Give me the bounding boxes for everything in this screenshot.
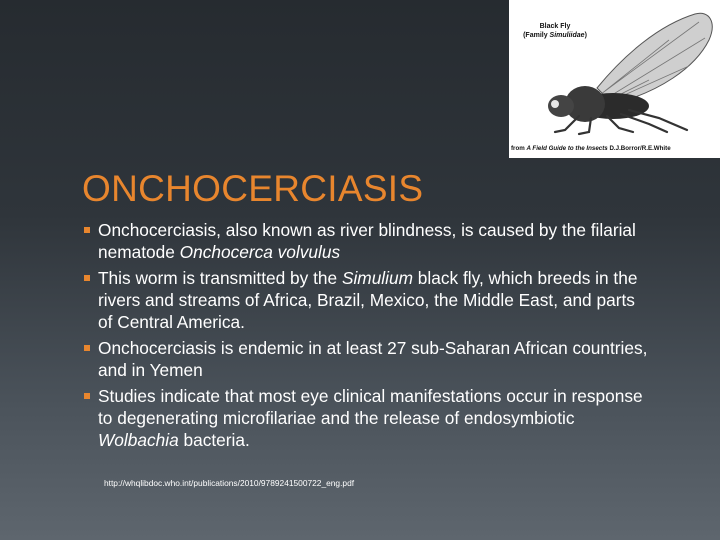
figure-credit-suffix: D.J.Borror/R.E.White	[607, 145, 671, 152]
figure-caption-italic: Simuliidae	[549, 32, 585, 39]
bullet-item-cause	[84, 219, 654, 263]
figure-credit-italic: A Field Guide to the Insects	[526, 145, 608, 152]
bullet-italic: Simulium	[341, 268, 413, 288]
bullet-text: Onchocerciasis, also known as river blindness, is caused by the filarial nematode	[98, 220, 636, 262]
bullet-italic: Wolbachia	[98, 430, 179, 450]
bullet-text: black fly, which breeds in the rivers and streams of Africa, Brazil, Mexico, the Middle East, and parts of Central America.	[98, 268, 638, 332]
slide-title: ONCHOCERCIASIS	[82, 168, 424, 209]
bullet-list	[84, 219, 654, 455]
bullet-item-endemic	[84, 337, 654, 381]
figure-caption	[509, 22, 601, 40]
bullet-text: This worm is transmitted by the	[98, 268, 342, 288]
figure-caption-suffix: )	[584, 32, 587, 39]
bullet-text: Onchocerciasis is endemic in at least 27 sub-Saharan African countries, and in Yemen	[98, 338, 648, 380]
figure-credit	[511, 145, 720, 152]
figure-caption-prefix: (Family	[523, 32, 550, 39]
bullet-text: bacteria.	[178, 430, 250, 450]
bullet-text: Studies indicate that most eye clinical manifestations occur in response to degenerating microfilariae and the release of endosymbiotic	[98, 386, 643, 428]
bullet-italic: Onchocerca volvulus	[179, 242, 341, 262]
figure-credit-prefix: from	[511, 145, 527, 152]
source-url: http://whqlibdoc.who.int/publications/2010/9789241500722_eng.pdf	[104, 478, 355, 488]
bullet-item-studies	[84, 385, 654, 451]
black-fly-figure	[509, 0, 720, 158]
figure-caption-line1: Black Fly	[539, 23, 571, 30]
bullet-item-transmission	[84, 267, 654, 333]
